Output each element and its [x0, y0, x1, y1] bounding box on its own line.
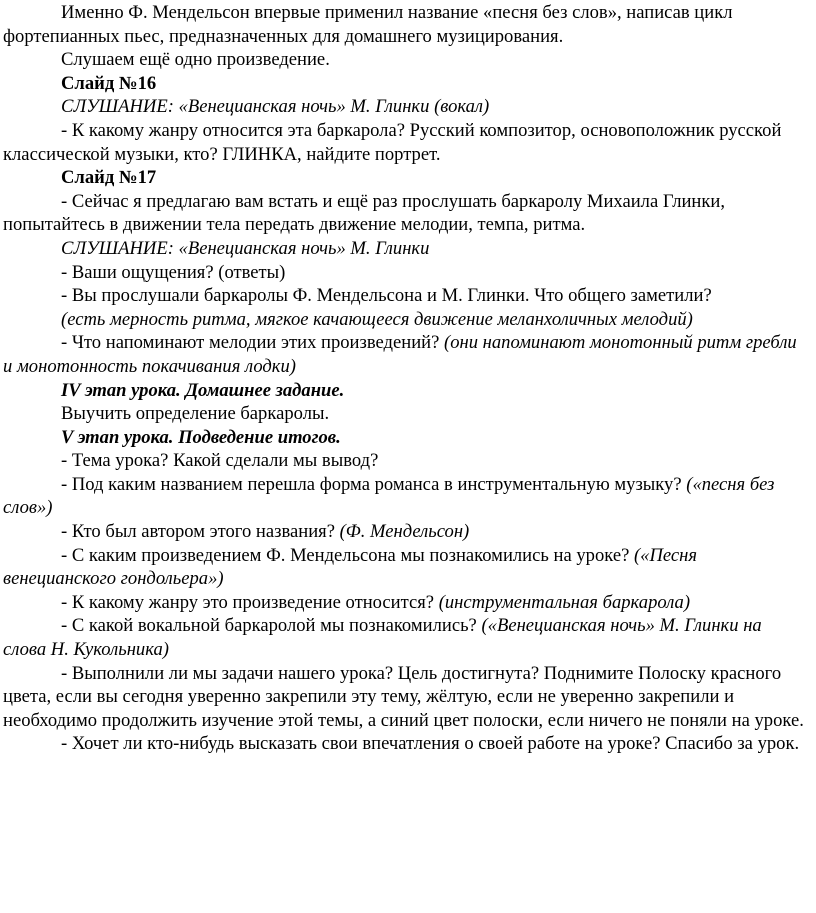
text-segment: - Хочет ли кто-нибудь высказать свои впечатления о своей работе на уроке? Спасибо за урок.	[61, 733, 800, 755]
text-segment: (Ф. Мендельсон)	[339, 521, 470, 543]
paragraph	[3, 614, 807, 661]
paragraph	[3, 1, 807, 48]
text-segment: («Песня венецианского гондольера»)	[3, 544, 698, 590]
text-segment: Именно Ф. Мендельсон впервые применил название «песня без слов», написав цикл фортепианных пьес, предназначенных для домашнего музицирования.	[3, 2, 733, 47]
text-segment: (есть мерность ритма, мягкое качающееся движение меланхоличных мелодий)	[61, 308, 693, 330]
paragraph	[3, 95, 807, 119]
paragraph	[3, 520, 807, 544]
text-segment: - Под каким названием перешла форма романса в инструментальную музыку?	[61, 473, 687, 495]
text-segment: СЛУШАНИЕ: «Венецианская ночь» М. Глинки	[61, 237, 430, 259]
text-segment: - Ваши ощущения? (ответы)	[61, 261, 286, 283]
paragraph	[3, 237, 807, 261]
paragraph	[3, 284, 807, 308]
text-segment: - С какой вокальной баркаролой мы познакомились?	[61, 615, 482, 637]
text-segment: Слайд №17	[61, 167, 157, 189]
text-segment: Слушаем ещё одно произведение.	[61, 49, 330, 71]
text-segment: - Тема урока? Какой сделали мы вывод?	[61, 450, 379, 472]
text-segment: - Что напоминают мелодии этих произведений?	[61, 332, 444, 354]
text-segment: («Венецианская ночь» М. Глинки на слова Н. Кукольника)	[3, 615, 762, 661]
text-segment: - Кто был автором этого названия?	[61, 521, 340, 543]
paragraph	[3, 190, 807, 237]
text-segment: Выучить определение баркаролы.	[61, 403, 330, 425]
paragraph	[3, 662, 807, 733]
paragraph	[3, 331, 807, 378]
text-segment: Слайд №16	[61, 72, 157, 94]
text-segment: IV этап урока. Домашнее задание.	[61, 379, 345, 401]
paragraph	[3, 379, 807, 403]
paragraph	[3, 426, 807, 450]
text-segment: («песня без слов»)	[3, 473, 775, 519]
document-body	[3, 1, 807, 756]
text-segment: - Выполнили ли мы задачи нашего урока? Цель достигнута? Поднимите Полоску красного цвета, если вы сегодня уверенно закрепили эту тему, жёлтую, если не уверенно закрепили и необходимо продолжить изучение этой темы, а синий цвет полоски, если ничего не поняли на уроке.	[3, 662, 804, 731]
paragraph	[3, 732, 807, 756]
paragraph	[3, 48, 807, 72]
text-segment: (они напоминают монотонный ритм гребли и монотонность покачивания лодки)	[3, 332, 797, 377]
paragraph	[3, 166, 807, 190]
paragraph	[3, 591, 807, 615]
text-segment: V этап урока. Подведение итогов.	[61, 426, 341, 448]
text-segment: - К какому жанру относится эта баркарола? Русский композитор, основоположник русской классической музыки, кто? ГЛИНКА, найдите портрет.	[3, 119, 782, 165]
paragraph	[3, 261, 807, 285]
text-segment: - К какому жанру это произведение относится?	[61, 591, 439, 613]
paragraph	[3, 308, 807, 332]
text-segment: СЛУШАНИЕ: «Венецианская ночь» М. Глинки (вокал)	[61, 96, 490, 118]
text-segment: - С каким произведением Ф. Мендельсона мы познакомились на уроке?	[61, 544, 634, 566]
text-segment: (инструментальная баркарола)	[438, 591, 691, 613]
paragraph	[3, 119, 807, 166]
text-segment: - Вы прослушали баркаролы Ф. Мендельсона и М. Глинки. Что общего заметили?	[61, 285, 712, 307]
paragraph	[3, 449, 807, 473]
paragraph	[3, 72, 807, 96]
paragraph	[3, 473, 807, 520]
paragraph	[3, 402, 807, 426]
paragraph	[3, 544, 807, 591]
text-segment: - Сейчас я предлагаю вам встать и ещё раз прослушать баркаролу Михаила Глинки, попытайтесь в движении тела передать движение мелодии, темпа, ритма.	[3, 190, 726, 236]
